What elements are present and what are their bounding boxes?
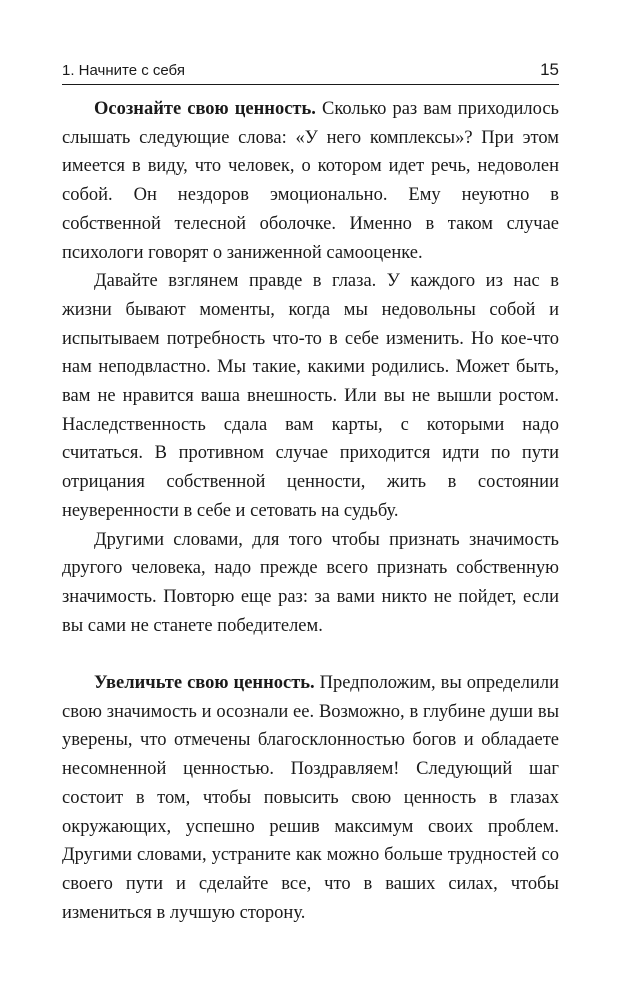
body-text	[62, 95, 559, 927]
running-head	[62, 60, 559, 85]
paragraph: Другими словами, для того чтобы признать значимость другого человека, надо прежде всего признать собственную значимость. Повторю еще раз: за вами никто не пойдет, если вы сами не станете победителем.	[62, 529, 559, 636]
paragraph	[62, 669, 559, 927]
paragraph-text: Сколько раз вам приходилось слышать следующие слова: «У него комплексы»? При этом имеется в виду, что человек, о котором идет речь, недоволен собой. Он нездоров эмоционально. Ему неуютно в собственной телесной оболочке. Именно в таком случае психологи говорят о заниженной самооценке.	[62, 99, 559, 263]
chapter-title: 1. Начните с себя	[62, 62, 185, 79]
page-number: 15	[540, 60, 559, 79]
paragraph: Давайте взглянем правде в глаза. У каждого из нас в жизни бывают моменты, когда мы недовольны собой и испытываем потребность что-то в себе изменить. Но кое-что нам неподвластно. Мы такие, какими родились. Может быть, вам не нравится ваша внешность. Или вы не вышли ростом. Наследственность сдала вам карты, с которыми надо считаться. В противном случае приходится идти по пути отрицания собственной ценности, жить в состоянии неуверенности в себе и сетовать на судьбу.	[62, 271, 559, 521]
section-heading: Осознайте свою ценность.	[94, 99, 316, 119]
paragraph-text: Предположим, вы определили свою значимость и осознали ее. Возможно, в глубине души вы уверены, что отмечены благосклонностью богов и обладаете несомненной ценностью. Поздравляем! Следующий шаг состоит в том, чтобы повысить свою ценность в глазах окружающих, успешно решив максимум своих проблем. Другими словами, устраните как можно больше трудностей со своего пути и сделайте все, что в ваших силах, чтобы измениться в лучшую сторону.	[62, 673, 559, 923]
paragraph	[62, 95, 559, 267]
section-heading: Увеличьте свою ценность.	[94, 673, 315, 694]
